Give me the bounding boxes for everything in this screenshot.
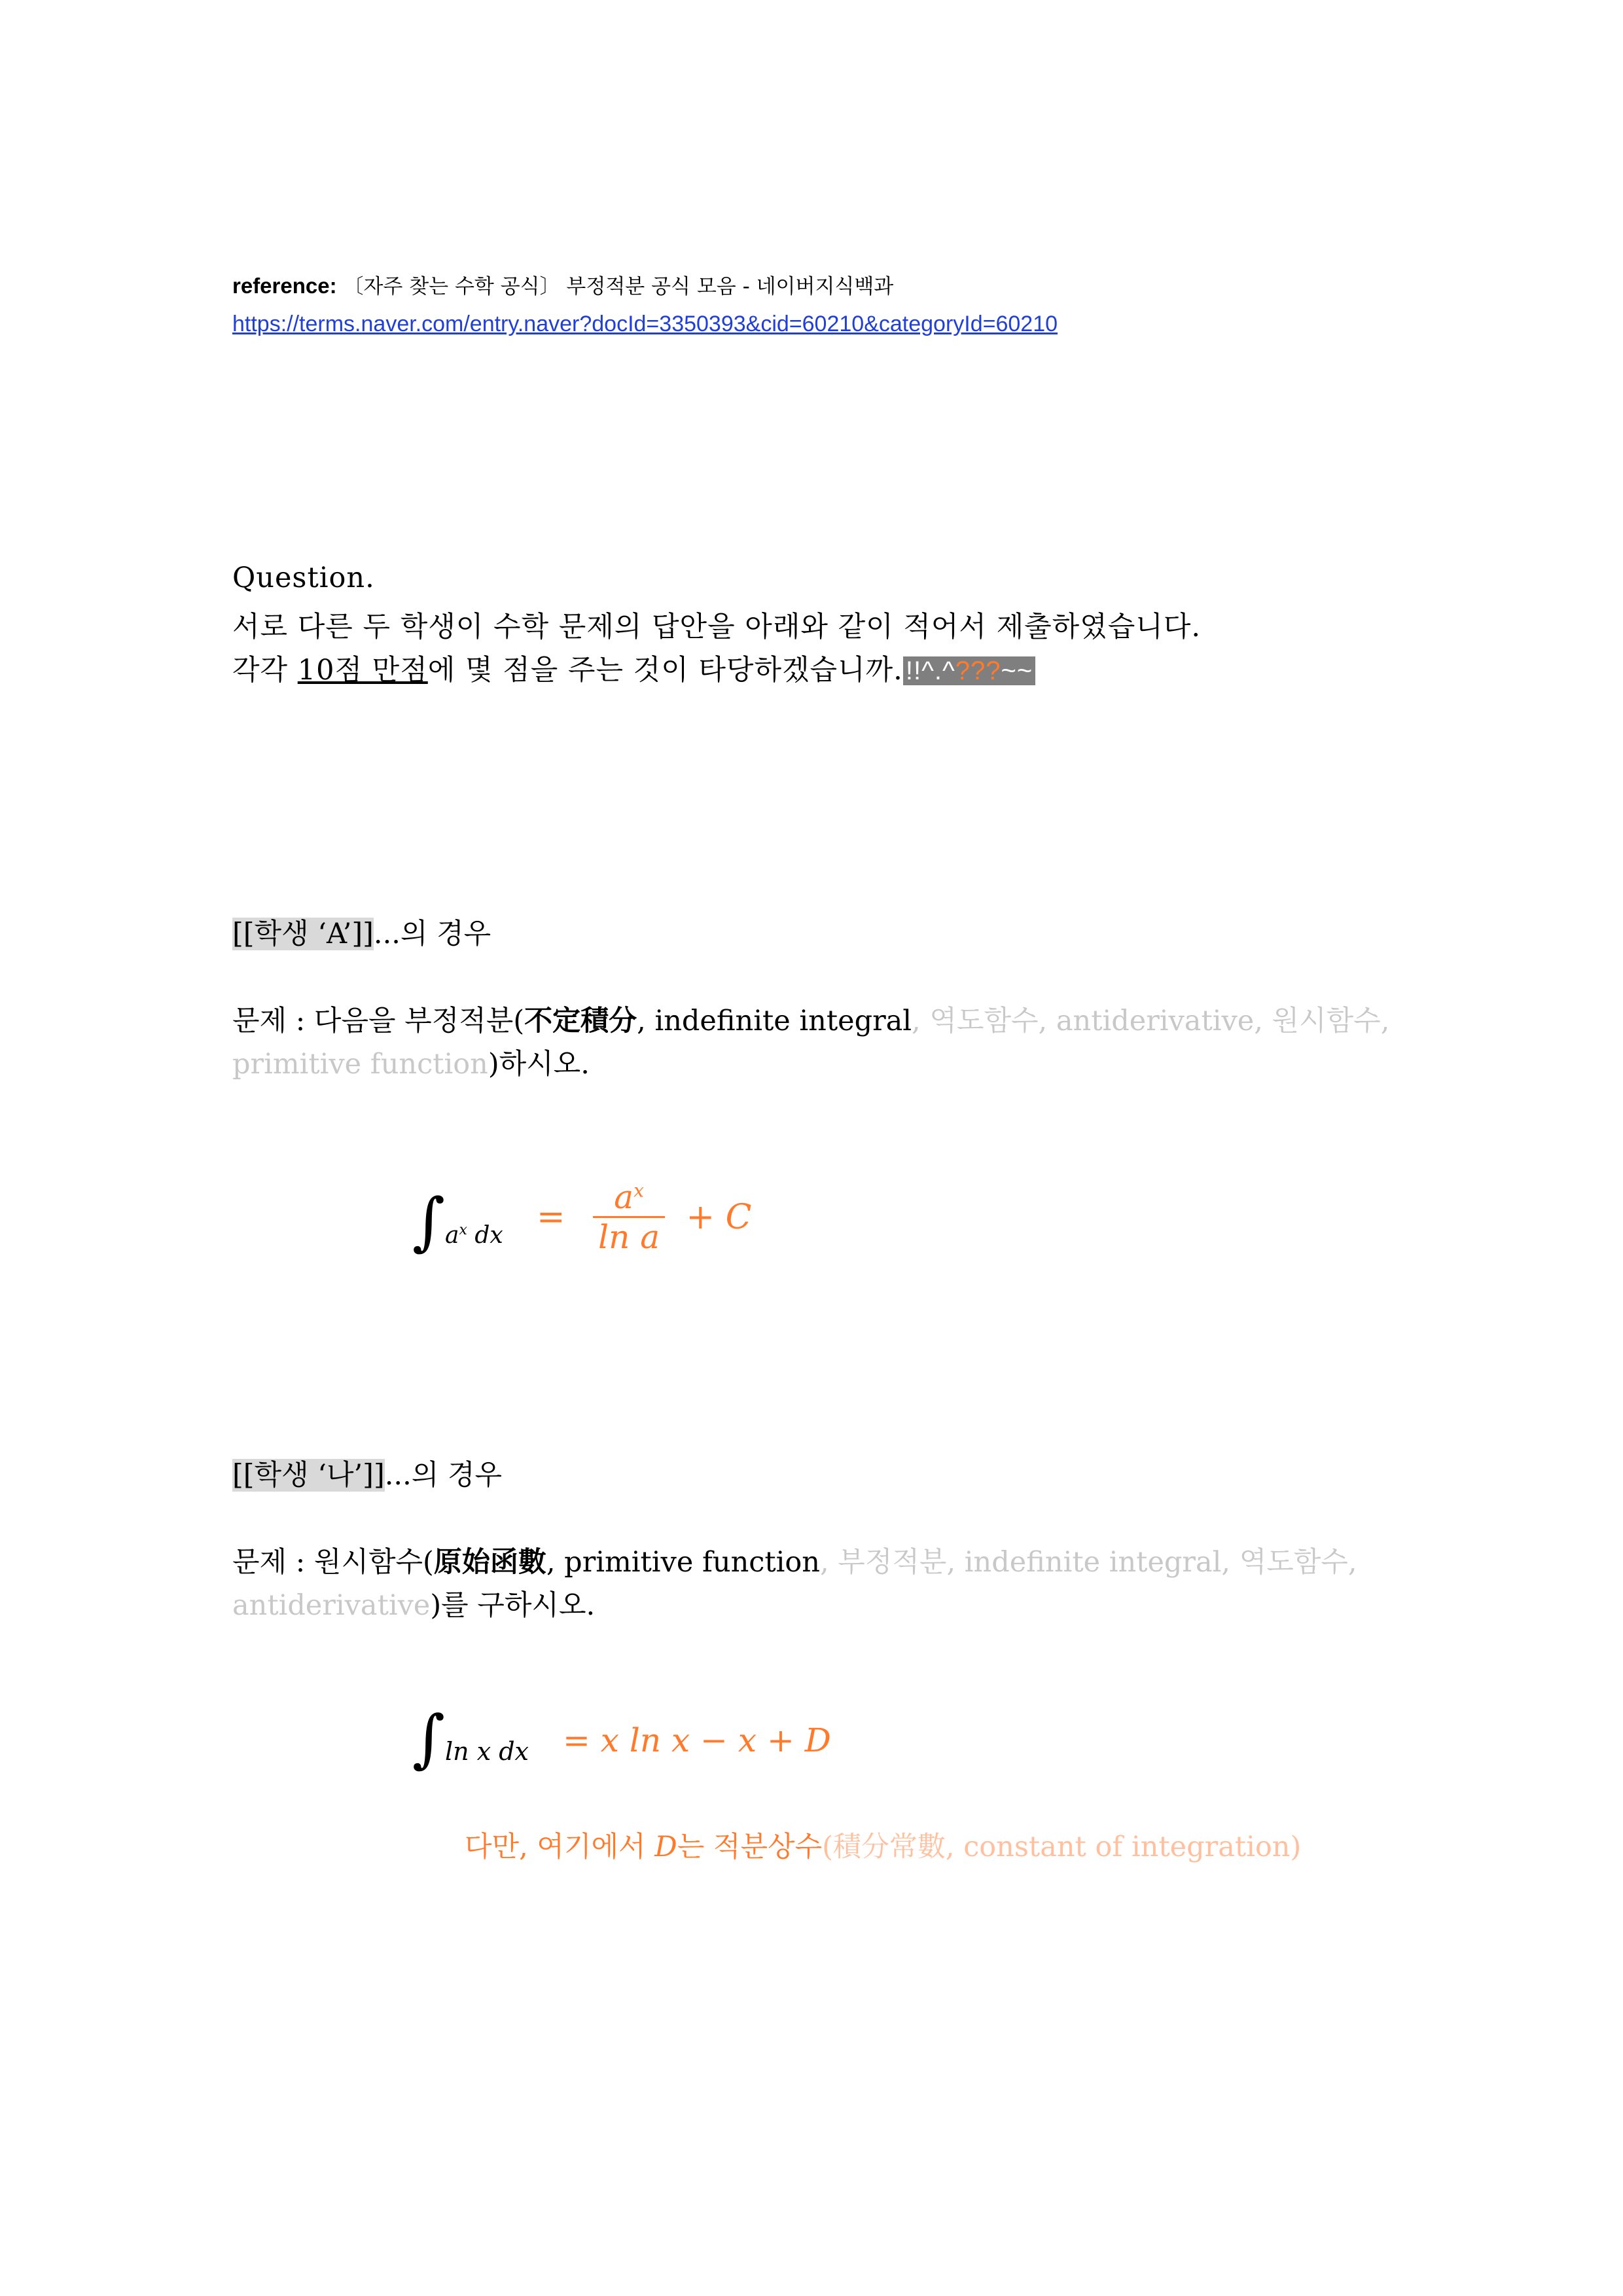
student-b-problem-end: )를 구하시오. (430, 1589, 596, 1622)
note-light: (積分常數, constant of integration) (822, 1831, 1302, 1863)
student-a-problem-line-2 (232, 1042, 1391, 1082)
reference-label: reference: (232, 274, 337, 298)
student-a-problem-end: )하시오. (488, 1048, 590, 1081)
numerator-base: a (614, 1178, 634, 1216)
student-b-problem-prefix: 문제 : 원시함수( (232, 1546, 434, 1579)
answer-fraction (593, 1178, 665, 1256)
question-line-2-prefix: 각각 (232, 654, 298, 687)
student-a-suffix: ...의 경우 (373, 918, 491, 950)
student-b-integrand: ln x dx (445, 1737, 529, 1766)
reference-line (232, 270, 893, 299)
integral-sign-b: ∫ (412, 1702, 446, 1775)
question-line-2-suffix: 에 몇 점을 주는 것이 타당하겠습니까. (427, 654, 903, 687)
answer-equals: = (537, 1197, 565, 1237)
note-main-2: 는 적분상수 (677, 1831, 823, 1863)
student-b-problem-gray-2: antiderivative (232, 1589, 431, 1622)
student-a-answer (537, 1178, 751, 1256)
student-a-problem (232, 999, 1389, 1039)
mark-orange: ??? (955, 656, 1001, 685)
reference-link[interactable]: https://terms.naver.com/entry.naver?docId=3350393&cid=60210&categoryId=60210 (232, 312, 1058, 336)
student-a-integrand (445, 1222, 503, 1249)
numerator-exp: x (633, 1179, 644, 1202)
student-b-suffix: ...의 경우 (384, 1459, 503, 1492)
student-b-problem-hanja: 原始函數 (433, 1546, 546, 1579)
student-b-problem-gray-1: , 부정적분, indefinite integral, 역도함수, (819, 1546, 1357, 1579)
student-b-formula (412, 1702, 529, 1775)
student-b-problem-line-2 (232, 1583, 1391, 1623)
note-var: D (654, 1831, 677, 1863)
integral-sign: ∫ (412, 1185, 446, 1258)
question-line-1: 서로 다른 두 학생이 수학 문제의 답안을 아래와 같이 적어서 제출하였습니다. (232, 611, 1202, 643)
question-mark (903, 656, 1035, 685)
student-b-heading (232, 1453, 502, 1493)
answer-constant: + C (686, 1197, 752, 1237)
fraction-denominator: ln a (598, 1218, 660, 1256)
mark-prefix: !!^.^ (905, 656, 955, 685)
integrand-dx: dx (474, 1222, 503, 1249)
student-a-problem-hanja: 不定積分 (524, 1005, 637, 1037)
fraction-numerator (593, 1178, 665, 1218)
integrand-base: a (445, 1222, 459, 1249)
question-heading: Question. (232, 562, 375, 594)
student-a-problem-gray-2: primitive function (232, 1048, 488, 1081)
student-b-answer: = x ln x − x + D (563, 1721, 831, 1759)
student-a-problem-gray-1: , 역도함수, antiderivative, 원시함수, (912, 1005, 1390, 1037)
mark-suffix: ~~ (1001, 656, 1033, 685)
student-a-problem-line-1 (232, 999, 1391, 1039)
student-a-heading (232, 912, 491, 952)
reference-title: 〔자주 찾는 수학 공식〕 부정적분 공식 모음 - 네이버지식백과 (343, 275, 894, 298)
student-b-problem-term: , primitive function (546, 1546, 820, 1579)
student-b-label: [[학생 ‘나’]] (232, 1459, 385, 1492)
student-b-note (465, 1825, 1301, 1865)
question-line-2 (232, 648, 1035, 688)
note-main: 다만, 여기에서 (465, 1831, 655, 1863)
student-a-formula (412, 1185, 503, 1258)
student-a-problem-term: , indefinite integral (637, 1005, 912, 1037)
question-score: 10점 만점 (297, 654, 428, 687)
student-a-label: [[학생 ‘A’]] (232, 918, 374, 950)
student-a-problem-prefix: 문제 : 다음을 부정적분( (232, 1005, 525, 1037)
integrand-exp: x (459, 1222, 467, 1238)
student-b-problem-line-1 (232, 1540, 1391, 1580)
